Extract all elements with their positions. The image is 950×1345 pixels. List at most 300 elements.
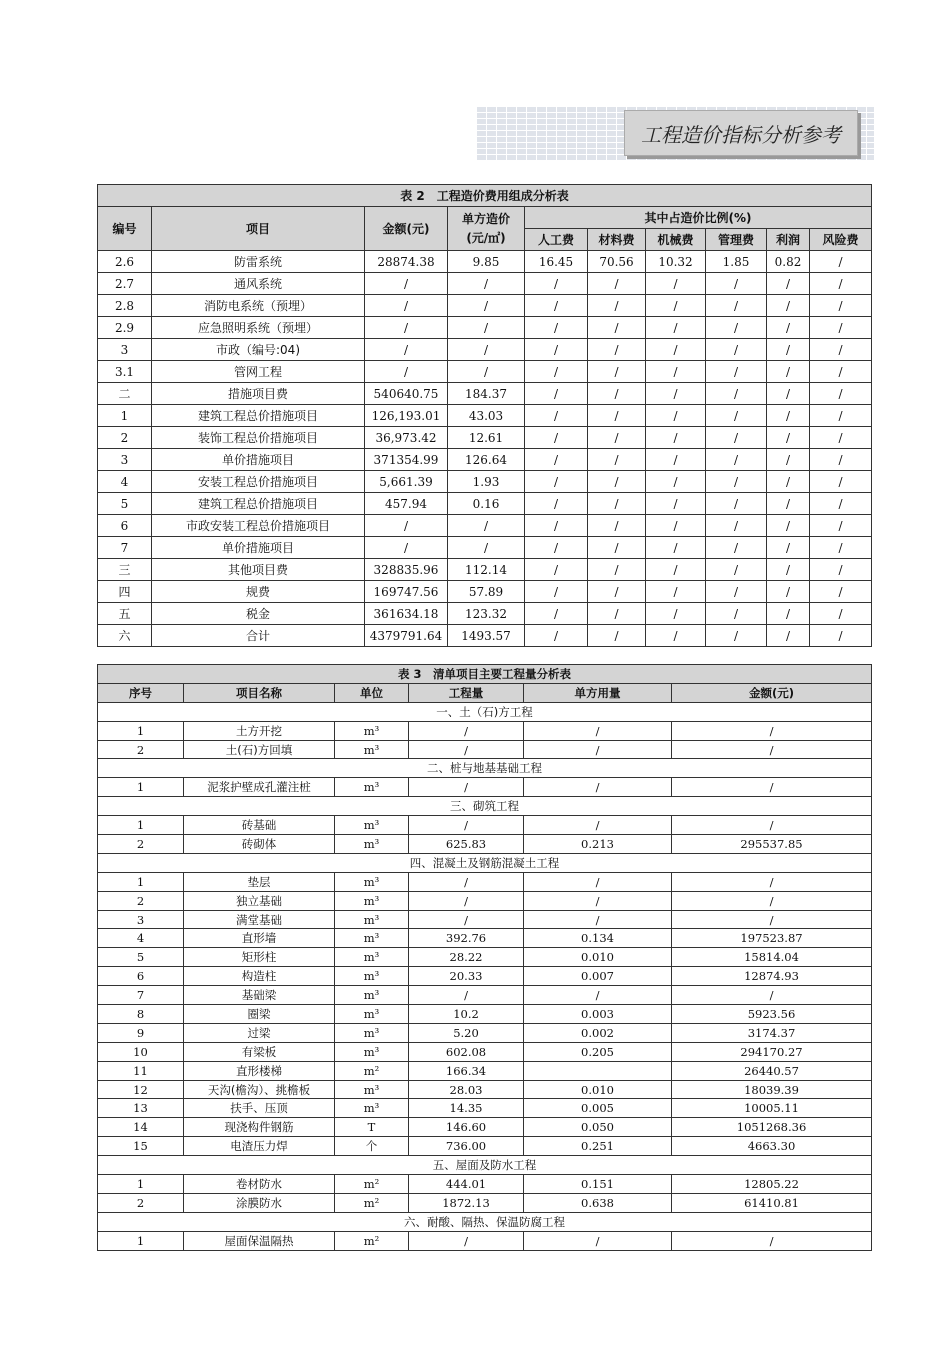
value-cell: 12874.93 — [672, 967, 872, 986]
value-cell: / — [524, 986, 672, 1005]
value-cell: 6 — [98, 515, 152, 537]
value-cell: / — [810, 405, 872, 427]
value-cell: / — [525, 603, 588, 625]
table-row — [98, 1137, 872, 1156]
value-cell: 3.1 — [98, 361, 152, 383]
section-row — [98, 759, 872, 778]
value-cell: / — [588, 427, 646, 449]
item-name-cell: 砖砌体 — [184, 835, 335, 854]
value-cell: 四 — [98, 581, 152, 603]
table-row — [98, 1061, 872, 1080]
value-cell: / — [409, 872, 524, 891]
item-name-cell: 垫层 — [184, 872, 335, 891]
value-cell: / — [810, 625, 872, 647]
value-cell: 361634.18 — [365, 603, 448, 625]
table-row — [98, 1042, 872, 1061]
value-cell: 166.34 — [409, 1061, 524, 1080]
value-cell: 3 — [98, 910, 184, 929]
table-row — [98, 493, 872, 515]
value-cell: m³ — [335, 835, 409, 854]
value-cell: / — [810, 339, 872, 361]
item-cell: 通风系统 — [152, 273, 365, 295]
col-header-qty: 工程量 — [409, 683, 524, 702]
value-cell: 2.9 — [98, 317, 152, 339]
value-cell: / — [448, 339, 525, 361]
value-cell: / — [409, 891, 524, 910]
value-cell: / — [646, 361, 706, 383]
value-cell: 1.85 — [706, 251, 767, 273]
section-row — [98, 1212, 872, 1231]
item-cell: 应急照明系统（预埋） — [152, 317, 365, 339]
table-row — [98, 891, 872, 910]
value-cell: / — [365, 537, 448, 559]
value-cell: / — [706, 383, 767, 405]
value-cell: m³ — [335, 1099, 409, 1118]
value-cell: 1 — [98, 1175, 184, 1194]
table-row — [98, 427, 872, 449]
col-header-amount: 金额(元) — [365, 207, 448, 251]
value-cell: / — [810, 559, 872, 581]
table-row — [98, 581, 872, 603]
value-cell: / — [525, 625, 588, 647]
table-row — [98, 872, 872, 891]
value-cell: / — [810, 581, 872, 603]
value-cell: / — [365, 273, 448, 295]
value-cell: / — [706, 273, 767, 295]
value-cell — [524, 1061, 672, 1080]
value-cell: 1051268.36 — [672, 1118, 872, 1137]
value-cell: 5 — [98, 493, 152, 515]
value-cell: / — [672, 778, 872, 797]
value-cell: 1 — [98, 816, 184, 835]
value-cell: / — [672, 816, 872, 835]
col-header-management: 管理费 — [706, 229, 767, 251]
item-name-cell: 卷材防水 — [184, 1175, 335, 1194]
value-cell: / — [409, 1231, 524, 1250]
item-name-cell: 屋面保温隔热 — [184, 1231, 335, 1250]
value-cell: 0.151 — [524, 1175, 672, 1194]
value-cell: 1493.57 — [448, 625, 525, 647]
col-header-risk: 风险费 — [810, 229, 872, 251]
value-cell: / — [810, 471, 872, 493]
item-cell: 装饰工程总价措施项目 — [152, 427, 365, 449]
table-row — [98, 625, 872, 647]
col-header-name: 项目名称 — [184, 683, 335, 702]
item-name-cell: 有梁板 — [184, 1042, 335, 1061]
table-row — [98, 383, 872, 405]
value-cell: / — [767, 273, 810, 295]
value-cell: m³ — [335, 1023, 409, 1042]
value-cell: / — [767, 559, 810, 581]
value-cell: / — [646, 427, 706, 449]
value-cell: / — [646, 603, 706, 625]
value-cell: 0.82 — [767, 251, 810, 273]
value-cell: / — [525, 559, 588, 581]
item-name-cell: 矩形柱 — [184, 948, 335, 967]
value-cell: / — [525, 581, 588, 603]
section-title: 五、屋面及防水工程 — [98, 1156, 872, 1175]
value-cell: 14.35 — [409, 1099, 524, 1118]
value-cell: 457.94 — [365, 493, 448, 515]
table-row — [98, 929, 872, 948]
value-cell: / — [767, 405, 810, 427]
value-cell: / — [767, 603, 810, 625]
value-cell: / — [706, 317, 767, 339]
value-cell: 70.56 — [588, 251, 646, 273]
item-name-cell: 满堂基础 — [184, 910, 335, 929]
col-header-machine: 机械费 — [646, 229, 706, 251]
value-cell: 4 — [98, 471, 152, 493]
value-cell: / — [706, 493, 767, 515]
value-cell: / — [409, 740, 524, 759]
value-cell: 57.89 — [448, 581, 525, 603]
value-cell: 4663.30 — [672, 1137, 872, 1156]
value-cell: / — [810, 449, 872, 471]
value-cell: / — [706, 471, 767, 493]
value-cell: / — [588, 471, 646, 493]
value-cell: / — [706, 515, 767, 537]
value-cell: 295537.85 — [672, 835, 872, 854]
value-cell: / — [365, 317, 448, 339]
value-cell: / — [588, 449, 646, 471]
value-cell: m³ — [335, 967, 409, 986]
table-row — [98, 273, 872, 295]
value-cell: 二 — [98, 383, 152, 405]
item-cell: 规费 — [152, 581, 365, 603]
value-cell: / — [525, 471, 588, 493]
table-row — [98, 1118, 872, 1137]
value-cell: 0.007 — [524, 967, 672, 986]
value-cell: / — [448, 295, 525, 317]
value-cell: / — [706, 603, 767, 625]
value-cell: / — [767, 383, 810, 405]
value-cell: / — [646, 339, 706, 361]
value-cell: / — [810, 427, 872, 449]
value-cell: / — [767, 339, 810, 361]
value-cell: 5,661.39 — [365, 471, 448, 493]
value-cell: m³ — [335, 1005, 409, 1024]
item-cell: 消防电系统（预埋） — [152, 295, 365, 317]
value-cell: / — [646, 581, 706, 603]
value-cell: 2 — [98, 1193, 184, 1212]
col-header-item: 项目 — [152, 207, 365, 251]
value-cell: / — [525, 383, 588, 405]
value-cell: 2 — [98, 427, 152, 449]
item-cell: 建筑工程总价措施项目 — [152, 493, 365, 515]
value-cell: 5.20 — [409, 1023, 524, 1042]
value-cell: 28874.38 — [365, 251, 448, 273]
value-cell: / — [810, 251, 872, 273]
banner-title: 工程造价指标分析参考 — [624, 110, 858, 156]
table-row — [98, 471, 872, 493]
value-cell: 26440.57 — [672, 1061, 872, 1080]
value-cell: 0.010 — [524, 1080, 672, 1099]
value-cell: 1 — [98, 872, 184, 891]
value-cell: / — [524, 721, 672, 740]
col-header-unit-qty: 单方用量 — [524, 683, 672, 702]
value-cell: m³ — [335, 929, 409, 948]
value-cell: 16.45 — [525, 251, 588, 273]
value-cell: / — [525, 339, 588, 361]
value-cell: 43.03 — [448, 405, 525, 427]
value-cell: 197523.87 — [672, 929, 872, 948]
value-cell: / — [646, 449, 706, 471]
value-cell: / — [646, 559, 706, 581]
value-cell: / — [409, 816, 524, 835]
table-row — [98, 835, 872, 854]
value-cell: / — [448, 361, 525, 383]
value-cell: m³ — [335, 986, 409, 1005]
table-row — [98, 967, 872, 986]
value-cell: 12 — [98, 1080, 184, 1099]
quantity-analysis-table — [97, 664, 872, 1251]
table-row — [98, 339, 872, 361]
value-cell: / — [646, 625, 706, 647]
value-cell: m² — [335, 1175, 409, 1194]
value-cell: / — [448, 317, 525, 339]
value-cell: 7 — [98, 986, 184, 1005]
value-cell: / — [409, 778, 524, 797]
col-header-amount3: 金额(元) — [672, 683, 872, 702]
value-cell: 61410.81 — [672, 1193, 872, 1212]
value-cell: / — [525, 427, 588, 449]
value-cell: / — [524, 910, 672, 929]
value-cell: / — [672, 986, 872, 1005]
value-cell: 15814.04 — [672, 948, 872, 967]
col-header-seq: 序号 — [98, 683, 184, 702]
value-cell: / — [767, 537, 810, 559]
value-cell: 6 — [98, 967, 184, 986]
value-cell: 5923.56 — [672, 1005, 872, 1024]
value-cell: 2 — [98, 835, 184, 854]
value-cell: / — [672, 1231, 872, 1250]
section-title: 六、耐酸、隔热、保温防腐工程 — [98, 1212, 872, 1231]
value-cell: / — [706, 339, 767, 361]
table-row — [98, 559, 872, 581]
value-cell: 10.32 — [646, 251, 706, 273]
value-cell: 392.76 — [409, 929, 524, 948]
value-cell: / — [525, 405, 588, 427]
item-name-cell: 土方开挖 — [184, 721, 335, 740]
unit-price-label: 单方造价 — [461, 211, 510, 226]
table-row — [98, 721, 872, 740]
table-row — [98, 948, 872, 967]
value-cell: m³ — [335, 778, 409, 797]
section-title: 四、混凝土及钢筋混凝土工程 — [98, 853, 872, 872]
cost-composition-table — [97, 184, 872, 647]
value-cell: 123.32 — [448, 603, 525, 625]
item-name-cell: 土(石)方回填 — [184, 740, 335, 759]
value-cell: m² — [335, 1231, 409, 1250]
value-cell: / — [706, 295, 767, 317]
value-cell: 28.22 — [409, 948, 524, 967]
item-cell: 单价措施项目 — [152, 449, 365, 471]
section-title: 三、砌筑工程 — [98, 797, 872, 816]
value-cell: / — [767, 449, 810, 471]
value-cell: / — [767, 581, 810, 603]
value-cell: 126,193.01 — [365, 405, 448, 427]
value-cell: / — [525, 361, 588, 383]
value-cell: 0.213 — [524, 835, 672, 854]
value-cell: m³ — [335, 910, 409, 929]
table-row — [98, 361, 872, 383]
value-cell: / — [767, 471, 810, 493]
value-cell: / — [525, 537, 588, 559]
value-cell: 3174.37 — [672, 1023, 872, 1042]
item-cell: 单价措施项目 — [152, 537, 365, 559]
value-cell: 371354.99 — [365, 449, 448, 471]
value-cell: 5 — [98, 948, 184, 967]
value-cell: 7 — [98, 537, 152, 559]
value-cell: 14 — [98, 1118, 184, 1137]
value-cell: / — [646, 405, 706, 427]
value-cell: 112.14 — [448, 559, 525, 581]
value-cell: / — [365, 515, 448, 537]
value-cell: 12805.22 — [672, 1175, 872, 1194]
col-header-unit: 单位 — [335, 683, 409, 702]
value-cell: / — [706, 427, 767, 449]
value-cell: / — [525, 317, 588, 339]
table-row — [98, 537, 872, 559]
value-cell: 4 — [98, 929, 184, 948]
value-cell: m³ — [335, 891, 409, 910]
section-title: 二、桩与地基基础工程 — [98, 759, 872, 778]
value-cell: T — [335, 1118, 409, 1137]
value-cell: 3 — [98, 339, 152, 361]
value-cell: / — [672, 740, 872, 759]
item-cell: 市政（编号:04) — [152, 339, 365, 361]
table-row — [98, 295, 872, 317]
value-cell: m³ — [335, 721, 409, 740]
item-name-cell: 现浇构件钢筋 — [184, 1118, 335, 1137]
value-cell: / — [767, 361, 810, 383]
value-cell: / — [525, 515, 588, 537]
value-cell: / — [810, 603, 872, 625]
value-cell: 0.050 — [524, 1118, 672, 1137]
item-name-cell: 直形墙 — [184, 929, 335, 948]
value-cell: / — [365, 339, 448, 361]
value-cell: 0.010 — [524, 948, 672, 967]
value-cell: 169747.56 — [365, 581, 448, 603]
value-cell: / — [706, 581, 767, 603]
value-cell: / — [588, 273, 646, 295]
value-cell: 个 — [335, 1137, 409, 1156]
value-cell: 146.60 — [409, 1118, 524, 1137]
value-cell: 12.61 — [448, 427, 525, 449]
value-cell: 1 — [98, 405, 152, 427]
value-cell: 13 — [98, 1099, 184, 1118]
value-cell: / — [646, 537, 706, 559]
value-cell: / — [588, 603, 646, 625]
table3-caption: 表 3 清单项目主要工程量分析表 — [98, 665, 872, 684]
table-row — [98, 405, 872, 427]
value-cell: / — [767, 515, 810, 537]
value-cell: 10005.11 — [672, 1099, 872, 1118]
value-cell: / — [767, 295, 810, 317]
value-cell: / — [810, 383, 872, 405]
item-name-cell: 基础梁 — [184, 986, 335, 1005]
item-cell: 管网工程 — [152, 361, 365, 383]
item-name-cell: 独立基础 — [184, 891, 335, 910]
value-cell: / — [588, 317, 646, 339]
table-row — [98, 449, 872, 471]
item-name-cell: 圈梁 — [184, 1005, 335, 1024]
value-cell: / — [646, 295, 706, 317]
item-cell: 安装工程总价措施项目 — [152, 471, 365, 493]
value-cell: / — [706, 625, 767, 647]
table2-caption: 表 2 工程造价费用组成分析表 — [98, 185, 872, 207]
value-cell: / — [525, 295, 588, 317]
value-cell: 15 — [98, 1137, 184, 1156]
table-row — [98, 515, 872, 537]
item-name-cell: 扶手、压顶 — [184, 1099, 335, 1118]
value-cell: / — [810, 493, 872, 515]
col-header-unit-price — [448, 207, 525, 251]
value-cell: / — [588, 537, 646, 559]
value-cell: 736.00 — [409, 1137, 524, 1156]
value-cell: 126.64 — [448, 449, 525, 471]
value-cell: 602.08 — [409, 1042, 524, 1061]
value-cell: 0.205 — [524, 1042, 672, 1061]
value-cell: 2 — [98, 891, 184, 910]
value-cell: / — [524, 778, 672, 797]
value-cell: / — [646, 493, 706, 515]
value-cell: / — [646, 317, 706, 339]
table-row — [98, 1231, 872, 1250]
value-cell: / — [524, 891, 672, 910]
value-cell: 444.01 — [409, 1175, 524, 1194]
value-cell: 540640.75 — [365, 383, 448, 405]
value-cell: / — [672, 721, 872, 740]
value-cell: / — [588, 625, 646, 647]
item-name-cell: 过梁 — [184, 1023, 335, 1042]
value-cell: / — [706, 449, 767, 471]
value-cell: / — [646, 471, 706, 493]
table-row — [98, 251, 872, 273]
value-cell: / — [646, 383, 706, 405]
value-cell: / — [672, 910, 872, 929]
value-cell: / — [409, 910, 524, 929]
section-title: 一、土（石)方工程 — [98, 702, 872, 721]
table-row — [98, 816, 872, 835]
value-cell: 36,973.42 — [365, 427, 448, 449]
value-cell: m³ — [335, 872, 409, 891]
value-cell: / — [672, 891, 872, 910]
item-cell: 措施项目费 — [152, 383, 365, 405]
value-cell: / — [767, 427, 810, 449]
value-cell: 9.85 — [448, 251, 525, 273]
value-cell: / — [672, 872, 872, 891]
item-name-cell: 构造柱 — [184, 967, 335, 986]
value-cell: / — [588, 295, 646, 317]
value-cell: / — [706, 537, 767, 559]
value-cell: 184.37 — [448, 383, 525, 405]
table-row — [98, 778, 872, 797]
value-cell: 0.16 — [448, 493, 525, 515]
value-cell: / — [810, 361, 872, 383]
value-cell: 328835.96 — [365, 559, 448, 581]
value-cell: 1 — [98, 778, 184, 797]
value-cell: / — [448, 273, 525, 295]
table-row — [98, 740, 872, 759]
value-cell: 2 — [98, 740, 184, 759]
value-cell: 0.003 — [524, 1005, 672, 1024]
value-cell: m² — [335, 1061, 409, 1080]
value-cell: 4379791.64 — [365, 625, 448, 647]
value-cell: / — [409, 986, 524, 1005]
value-cell: / — [810, 317, 872, 339]
table-row — [98, 910, 872, 929]
